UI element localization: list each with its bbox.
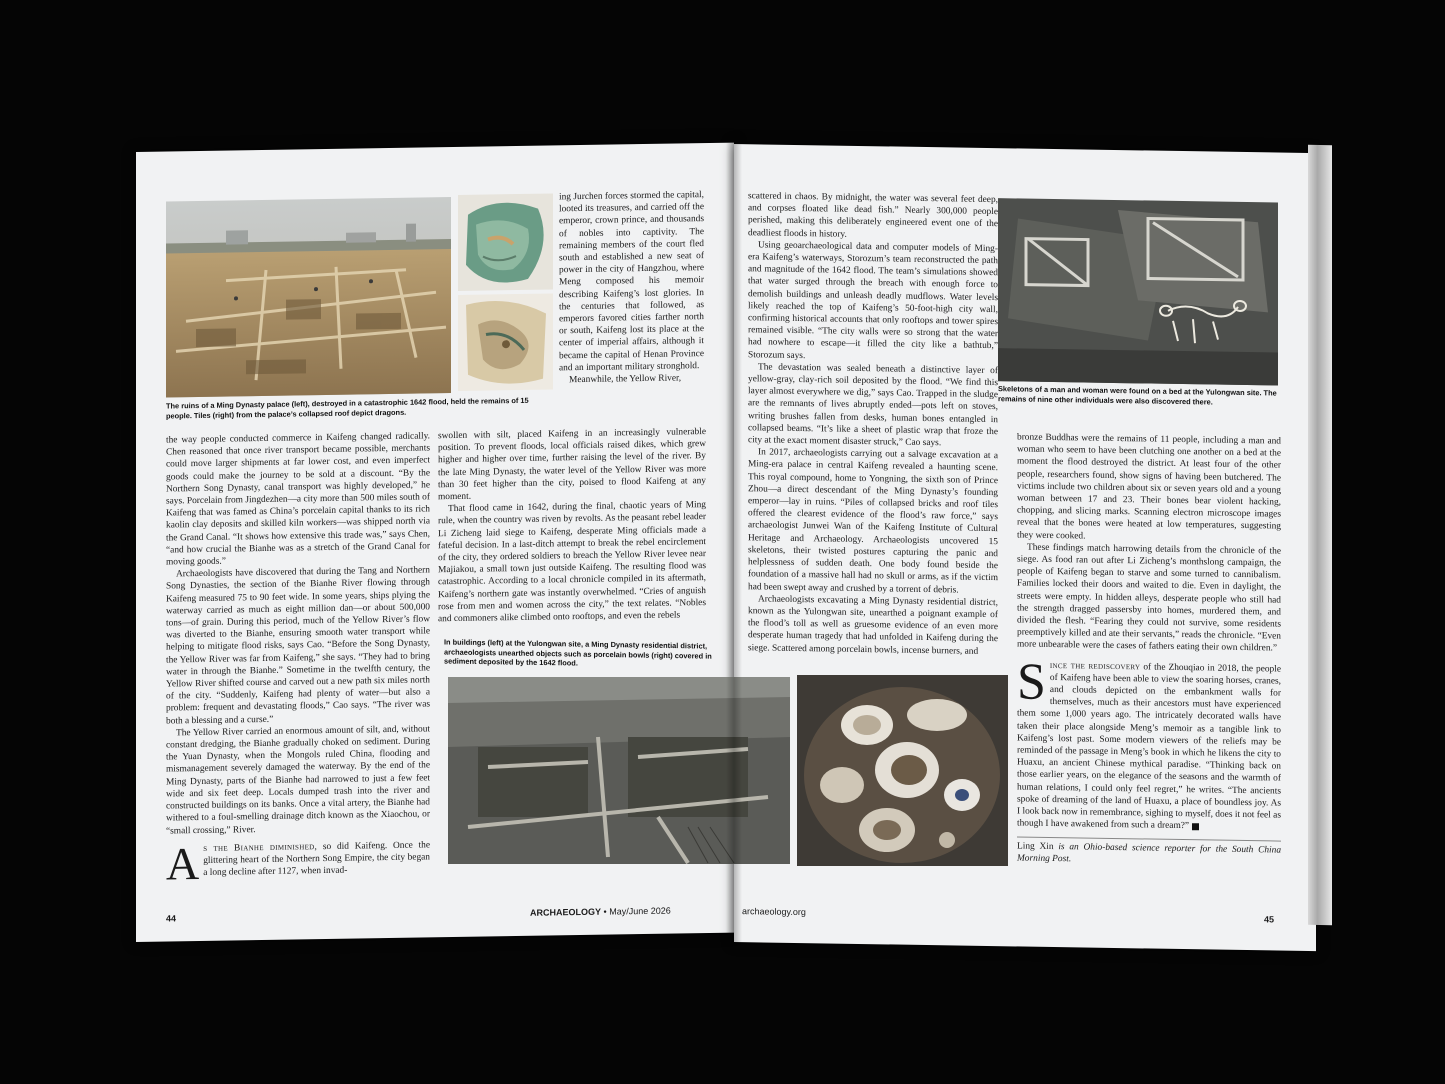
author-name: Ling Xin bbox=[1017, 840, 1054, 852]
author-description: is an Ohio-based science reporter for bbox=[1053, 841, 1211, 854]
palace-photo-caption: The ruins of a Ming Dynasty palace (left), destroyed in a catastrophic 1642 flood, held the remains of 15 people. Tiles (right) from the palace’s collapsed roof depict dragons. bbox=[166, 395, 529, 421]
paragraph: scattered in chaos. By midnight, the water was several feet deep, and corpses floated like dead fish.” Nearly 300,000 people perished, making this deliberately engineered event one of the deadliest floods in history. bbox=[748, 191, 998, 240]
paragraph: bronze Buddhas were the remains of 11 people, including a man and woman who seem to have been clutching one another on a bed at the moment the flood destroyed the district. At least four of the other people, researchers found, show signs of having been butchered. The victims include two children about six or seven years old and a young woman between 17 and 23. Their bones bear violent hacking, chopping, and slicing marks. Scanning electron microscope images reveal that the bones were heated at low temperatures, suggesting they were cooked. bbox=[1017, 432, 1281, 542]
paragraph: ing Jurchen forces stormed the capital, looted its treasures, and carried off the emperor, crown prince, and thousands of nobles into captivity. The remaining members of the court fled south and established a new seat of power in the city of Hangzhou, where Meng composed his memoir describing Kaifeng’s lost glories. In the centuries that followed, as emperors favored cities farther north or south, Kaifeng lost its place at the center of imperial affairs, although it became the capital of Henan Province and an important military stronghold. bbox=[559, 190, 704, 374]
paragraph: In 2017, archaeologists carrying out a salvage excavation at a Ming-era palace in central Kaifeng revealed a haunting scene. This royal compound, home to Yongning, the sixth son of Prince Zhou—a direct descendant of the Ming Dynasty’s founding emperor—lay in ruins. “Piles of collapsed bricks and roof tiles offered the clearest evidence of the flood’s raw force,” says archaeologist Junwei Wan of the Kaifeng Institute of Cultural Heritage and Archaeology. Archaeologists uncovered 15 skeletons, their twisted postures capturing the panic and helplessness of sudden death. One body found beside the foundation of a massive hall had no skull or arms, as if the victim had been swept away and crushed by a torrent of debris. bbox=[748, 447, 998, 596]
left-column-2 bbox=[438, 426, 706, 625]
left-column-1 bbox=[166, 430, 430, 890]
small-caps-lead: ince the rediscovery bbox=[1049, 660, 1141, 673]
page-edges bbox=[1308, 145, 1332, 925]
right-column-1 bbox=[748, 190, 998, 658]
yulongwan-photos-caption: In buildings (left) at the Yulongwan site, a Ming Dynasty residential district, archaeologists unearthed objects such as porcelain bowls (right) covered in sediment deposited by the 1642 flood. bbox=[444, 637, 712, 668]
footer-magazine-title: ARCHAEOLOGY bbox=[530, 906, 602, 918]
page-number-right: 45 bbox=[1264, 914, 1275, 925]
skeletons-photo-caption: Skeletons of a man and woman were found on a bed at the Yulongwan site. The remains of nine other individuals were also discovered there. bbox=[998, 384, 1277, 407]
drop-cap-letter: A bbox=[166, 837, 200, 890]
footer-magazine bbox=[530, 906, 671, 918]
section-opening-paragraph bbox=[1017, 653, 1281, 834]
drop-cap-letter: S bbox=[1017, 653, 1046, 711]
small-caps-lead: s the Bianhe diminished, bbox=[203, 841, 318, 854]
right-column-2 bbox=[1017, 431, 1281, 868]
paragraph: Using geoarchaeological data and computer models of Ming-era Kaifeng’s waterways, Storozum’s team reconstructed the path and magnitude of the 1642 flood. The team’s simulations showed that water surged through the breach with enough force to demolish buildings and unleash deadly mudflows. Water levels likely reached the top of Kaifeng’s 50-foot-high city wall, confirming historical accounts that only rooftops and tower spires remained visible. “The city walls were so strong that the water had nowhere to escape—it filled the city like a bathtub,” Storozum says. bbox=[748, 240, 998, 361]
left-top-right-column bbox=[559, 189, 704, 387]
skeletons-photo bbox=[998, 198, 1278, 385]
author-publication: the South China Morning Post. bbox=[1017, 843, 1282, 864]
palace-ruins-photo bbox=[166, 197, 451, 397]
dragon-tile-photo-tan bbox=[458, 293, 553, 390]
paragraph: swollen with silt, placed Kaifeng in an increasingly vulnerable position. To prevent floods, local officials raised dikes, which grew higher and higher over time, further raising the level of the river. By the late Ming Dynasty, the water level of the Yellow River was more than 30 feet higher than the city, poised to flood Kaifeng at any moment. bbox=[438, 427, 706, 503]
paragraph: These findings match harrowing details from the chronicle of the siege. As food ran out after Li Zicheng’s monthslong campaign, the people of Kaifeng began to starve and some turned to cannibalism. Families locked their doors and waited to die. Even in daylight, the streets were empty. In hidden alleys, desperate people who still had the strength dragged passersby into homes, murdered them, and divided the flesh. “Fearing they could not survive, some residents preemptively killed and ate their servants,” reads the chronicle. “Even more unbearable were the cases of fathers eating their own children.” bbox=[1017, 542, 1281, 654]
paragraph: Meanwhile, the Yellow River, bbox=[569, 373, 682, 386]
author-credit bbox=[1017, 836, 1281, 869]
paragraph: Archaeologists have discovered that during the Tang and Northern Song Dynasties, the section of the Bianhe River flowing through Kaifeng measured 75 to 90 feet wide. In some years, ships plying the waterway carried as much as eight million dan—or about 500,000 tons—of grain. During this period, much of the Yellow River’s flow was diverted to the Bianhe, ensuring smooth water transport while helping to mitigate flood risks, says Cao. “Before the Song Dynasty, the Yellow River was far from Kaifeng,” she says. “They had to bring water in through the Bianhe.” Sometime in the twelfth century, the Yellow River shifted course and carved out a new path six miles north of the city. “Suddenly, Kaifeng had plenty of water—but also a problem: frequent and devastating floods,” Cao says. “The river was both a blessing and a curse.” bbox=[166, 565, 430, 727]
paragraph: Archaeologists excavating a Ming Dynasty residential district, known as the Yulongwan site, unearthed a poignant example of the flood’s toll as well as gruesome evidence of an even more desperate human tragedy that had unfolded in Kaifeng during the siege. Scattered among porcelain bowls, incense burners, and bbox=[748, 594, 998, 657]
dragon-tile-photo-green bbox=[458, 193, 553, 290]
paragraph: That flood came in 1642, during the final, chaotic years of Ming rule, when the country was riven by revolts. As the peasant rebel leader Li Zicheng laid siege to Kaifeng, desperate Ming officials made a fateful decision. In a last-ditch attempt to break the rebel encirclement of the city, they ordered soldiers to breach the Yellow River levee near Majiakou, a small town just outside Kaifeng. The resulting flood was catastrophic. According to a local chronicle compiled in its aftermath, Kaifeng’s northern gate was instantly overwhelmed. “Cries of anguish rose from men and women across the city,” the text relates. “Nobles and commoners alike climbed onto rooftops, and even the rebels bbox=[438, 500, 706, 625]
end-of-article-mark bbox=[1192, 823, 1199, 830]
footer-issue-date: May/June 2026 bbox=[609, 905, 671, 917]
paragraph-text: of the Zhouqiao in 2018, the people of Kaifeng have been able to view the soaring horses, cranes, and clouds depicted on the embankment walls for themselves, much as their ancestors must have experienced them some 1,000 years ago. The intricately decorated walls have taken their place alongside Meng’s memoir as a tangible link to Kaifeng’s lost past. Some modern viewers of the reliefs may be reminded of the passage in Meng’s book in which he likens the city to Huaxu, an ancient Chinese mythical paradise. “Thinking back on those earlier years, on the elegance of the seasons and the warmth of human relations, I could only feel regret,” he writes. “The ancients spoke of dreaming of the land of Huaxu, a place of boundless joy. As I look back now in remembrance, sighing to myself, does it not feel as though I have awakened from such a dream?” bbox=[1017, 662, 1281, 832]
paragraph: The Yellow River carried an enormous amount of silt, and, without constant dredging, the Bianhe gradually choked on sediment. During the Yuan Dynasty, when the Mongols ruled China, flooding and mismanagement severely damaged the waterway. By the end of the Ming Dynasty, parts of the Bianhe had narrowed to just a few feet wide and six feet deep. Locals dumped trash into the river and constructed buildings on its banks. Once a vital artery, the Bianhe had withered to a foul-smelling drainage ditch known as the Xiaochou, or “small crossing,” River. bbox=[166, 724, 430, 837]
porcelain-bowls-photo bbox=[797, 675, 1008, 866]
page-number-left: 44 bbox=[166, 913, 177, 924]
footer-website: archaeology.org bbox=[742, 906, 806, 918]
footer-separator: • bbox=[603, 906, 607, 917]
paragraph: the way people conducted commerce in Kaifeng changed radically. Chen reasoned that once river transport became possible, merchants could move larger shipments at far lower cost, and even imperfect goods could make the journey to be sold at a discount. “By the Northern Song Dynasty, canal transport was highly developed,” he says. Porcelain from Jingdezhen—a city more than 500 miles south of Kaifeng that was famed as China’s porcelain capital thanks to its rich kaolin clay deposits and skilled kiln workers—was shipped north via the Grand Canal. “It shows how extensive this trade was,” says Chen, “and how crucial the Bianhe was as a stretch of the Grand Canal for moving goods.” bbox=[166, 431, 430, 568]
section-opening-paragraph bbox=[166, 837, 430, 890]
paragraph-text: so did Kaifeng. Once the glittering heart of the Northern Song Empire, the city began a long decline after 1127, when invad- bbox=[203, 840, 430, 879]
paragraph: The devastation was sealed beneath a distinctive layer of yellow-gray, clay-rich soil deposited by the flood. “We find this layer almost everywhere we dig,” says Cao. Trapped in the sludge are the remnants of lives abruptly ended—pots left on stoves, writing brushes fallen from desks, human bones entangled in collapsed beams. “It’s like a sheet of plastic wrap that froze the city at the exact moment disaster struck,” Cao says. bbox=[748, 362, 998, 449]
spread-gutter bbox=[726, 142, 742, 942]
